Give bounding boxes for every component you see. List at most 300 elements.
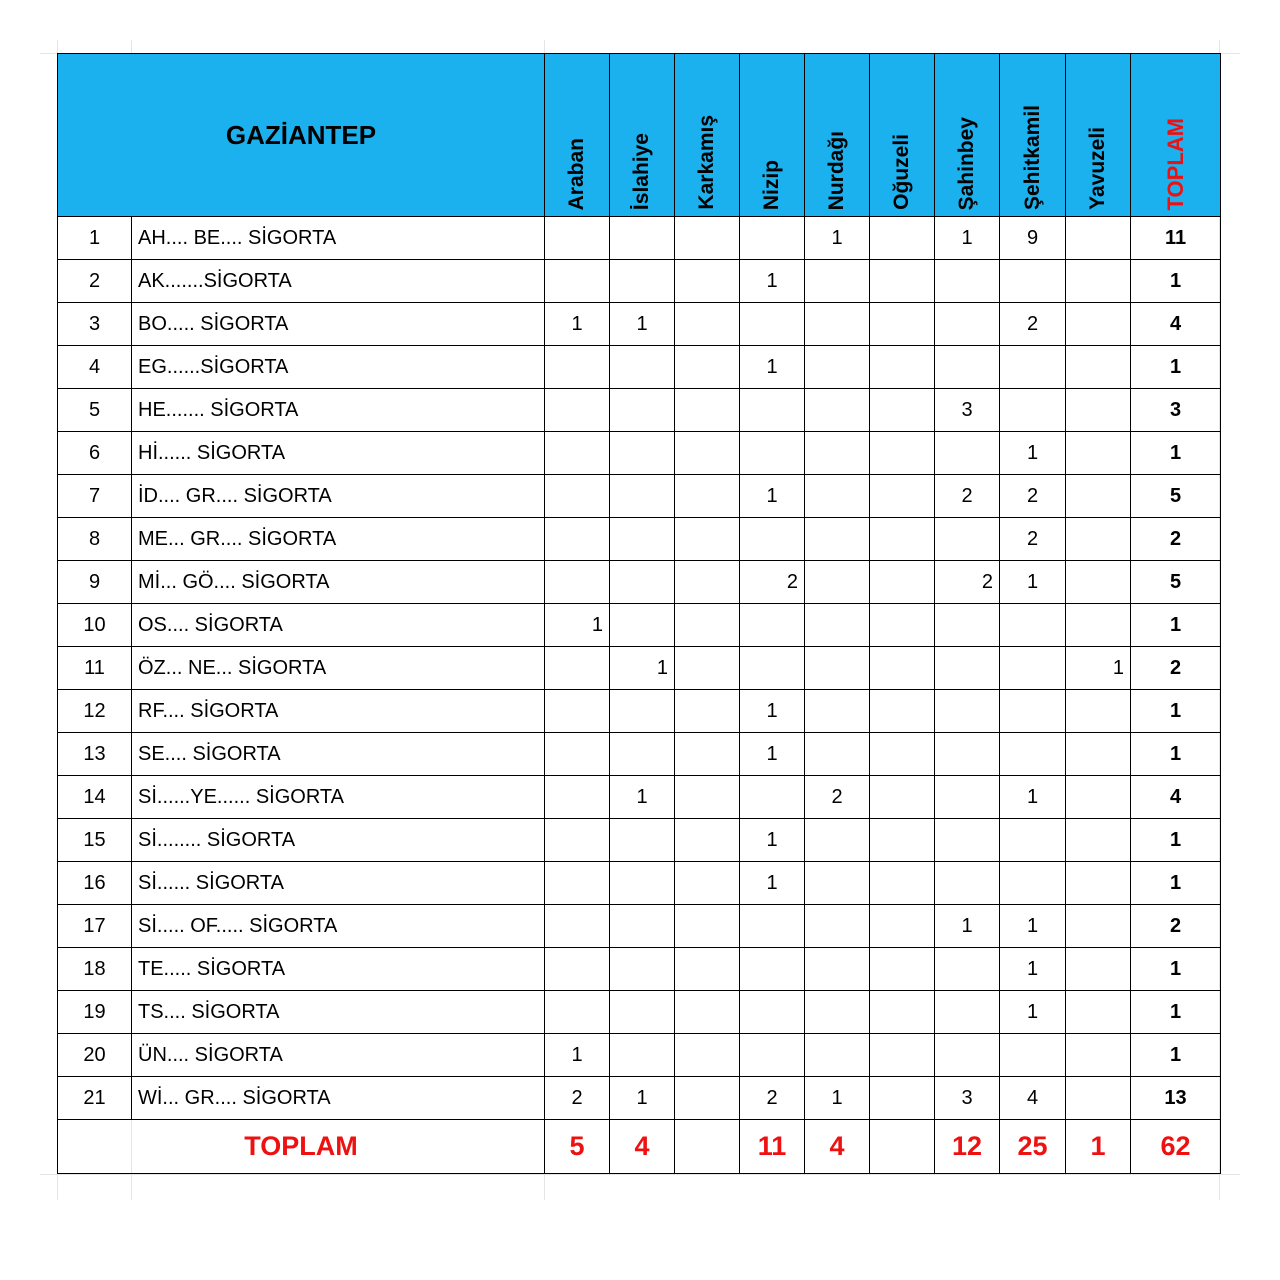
district-count-cell: 1	[740, 690, 805, 733]
district-count-cell	[610, 862, 675, 905]
row-number: 9	[58, 561, 132, 604]
district-count-cell	[805, 604, 870, 647]
district-header-label: İslahiye	[630, 132, 654, 210]
district-count-cell	[610, 432, 675, 475]
district-count-cell	[675, 862, 740, 905]
row-number: 15	[58, 819, 132, 862]
district-count-cell	[805, 346, 870, 389]
row-total: 1	[1131, 260, 1221, 303]
district-count-cell	[675, 948, 740, 991]
row-total: 1	[1131, 346, 1221, 389]
district-count-cell	[870, 819, 935, 862]
district-count-cell	[610, 733, 675, 776]
district-count-cell: 9	[1000, 217, 1066, 260]
header-row	[58, 54, 1221, 217]
district-count-cell	[610, 346, 675, 389]
table-row	[58, 948, 1221, 991]
district-count-cell	[545, 733, 610, 776]
district-count-cell	[545, 389, 610, 432]
district-count-cell	[1000, 733, 1066, 776]
district-count-cell	[870, 346, 935, 389]
district-count-cell	[675, 389, 740, 432]
district-count-cell	[675, 1034, 740, 1077]
row-number: 3	[58, 303, 132, 346]
district-count-cell	[935, 690, 1000, 733]
row-number: 20	[58, 1034, 132, 1077]
district-count-cell	[1066, 346, 1131, 389]
district-count-cell	[870, 690, 935, 733]
district-count-cell	[1000, 389, 1066, 432]
row-number: 8	[58, 518, 132, 561]
district-count-cell	[545, 475, 610, 518]
company-name: AH.... BE.... SİGORTA	[132, 217, 545, 260]
district-count-cell	[1066, 690, 1131, 733]
district-count-cell	[870, 862, 935, 905]
district-count-cell	[1000, 1034, 1066, 1077]
district-count-cell	[545, 819, 610, 862]
company-name: TS.... SİGORTA	[132, 991, 545, 1034]
district-count-cell	[805, 561, 870, 604]
district-count-cell	[610, 260, 675, 303]
district-count-cell	[1000, 346, 1066, 389]
district-count-cell	[1066, 389, 1131, 432]
company-name: Wİ... GR.... SİGORTA	[132, 1077, 545, 1120]
column-total	[675, 1120, 740, 1174]
district-count-cell: 1	[935, 905, 1000, 948]
total-header-label: TOPLAM	[1162, 117, 1188, 210]
table-row	[58, 561, 1221, 604]
district-count-cell	[1066, 518, 1131, 561]
district-count-cell	[935, 819, 1000, 862]
company-name: HE....... SİGORTA	[132, 389, 545, 432]
district-count-cell	[1066, 604, 1131, 647]
district-header	[935, 54, 1000, 217]
table-row	[58, 346, 1221, 389]
table-row	[58, 389, 1221, 432]
district-count-cell	[805, 862, 870, 905]
district-count-cell	[870, 604, 935, 647]
district-count-cell	[610, 217, 675, 260]
table-row	[58, 991, 1221, 1034]
row-total: 5	[1131, 475, 1221, 518]
column-total: 5	[545, 1120, 610, 1174]
district-count-cell	[1000, 260, 1066, 303]
district-count-cell: 1	[1000, 432, 1066, 475]
district-count-cell	[935, 862, 1000, 905]
row-total: 1	[1131, 991, 1221, 1034]
row-number: 6	[58, 432, 132, 475]
district-count-cell	[805, 647, 870, 690]
district-count-cell	[1066, 991, 1131, 1034]
district-count-cell	[1066, 1077, 1131, 1120]
district-count-cell: 1	[740, 346, 805, 389]
district-count-cell	[545, 346, 610, 389]
company-name: Sİ......YE...... SİGORTA	[132, 776, 545, 819]
table-body	[58, 217, 1221, 1120]
district-header-label: Karkamış	[695, 115, 719, 210]
district-count-cell	[805, 389, 870, 432]
row-number: 17	[58, 905, 132, 948]
row-number: 11	[58, 647, 132, 690]
district-count-cell	[805, 905, 870, 948]
district-count-cell	[740, 776, 805, 819]
column-total: 25	[1000, 1120, 1066, 1174]
district-count-cell: 1	[740, 475, 805, 518]
row-total: 1	[1131, 819, 1221, 862]
row-total: 1	[1131, 733, 1221, 776]
district-count-cell	[740, 432, 805, 475]
district-count-cell	[675, 905, 740, 948]
district-count-cell	[935, 346, 1000, 389]
district-count-cell	[935, 518, 1000, 561]
district-count-cell	[545, 647, 610, 690]
row-number: 4	[58, 346, 132, 389]
district-count-cell: 1	[545, 303, 610, 346]
district-count-cell	[805, 260, 870, 303]
district-count-cell: 3	[935, 1077, 1000, 1120]
district-count-cell	[675, 733, 740, 776]
insurance-district-table	[57, 53, 1221, 1174]
district-count-cell: 1	[545, 1034, 610, 1077]
district-count-cell	[610, 690, 675, 733]
district-count-cell: 1	[1000, 776, 1066, 819]
row-total: 13	[1131, 1077, 1221, 1120]
district-count-cell	[870, 991, 935, 1034]
district-header	[675, 54, 740, 217]
district-count-cell: 4	[1000, 1077, 1066, 1120]
company-name: RF.... SİGORTA	[132, 690, 545, 733]
district-header	[740, 54, 805, 217]
district-count-cell: 1	[1000, 948, 1066, 991]
district-count-cell	[545, 260, 610, 303]
table-row	[58, 518, 1221, 561]
row-number: 1	[58, 217, 132, 260]
district-count-cell	[545, 432, 610, 475]
district-count-cell	[675, 518, 740, 561]
district-count-cell: 2	[1000, 518, 1066, 561]
company-name: EG......SİGORTA	[132, 346, 545, 389]
district-count-cell	[1066, 948, 1131, 991]
district-count-cell	[805, 303, 870, 346]
table-row	[58, 733, 1221, 776]
district-count-cell	[805, 690, 870, 733]
table-row	[58, 303, 1221, 346]
district-count-cell	[1066, 776, 1131, 819]
district-count-cell	[935, 991, 1000, 1034]
district-count-cell	[935, 733, 1000, 776]
district-count-cell	[1066, 733, 1131, 776]
district-count-cell	[870, 260, 935, 303]
district-count-cell	[675, 475, 740, 518]
district-count-cell	[1066, 862, 1131, 905]
district-count-cell: 1	[610, 303, 675, 346]
district-count-cell: 1	[1000, 905, 1066, 948]
row-number: 12	[58, 690, 132, 733]
district-count-cell: 1	[545, 604, 610, 647]
district-count-cell	[610, 905, 675, 948]
district-count-cell	[740, 647, 805, 690]
district-count-cell: 1	[610, 776, 675, 819]
district-count-cell: 1	[805, 1077, 870, 1120]
district-count-cell	[870, 776, 935, 819]
district-count-cell	[935, 1034, 1000, 1077]
district-count-cell	[675, 561, 740, 604]
district-count-cell	[675, 819, 740, 862]
company-name: SE.... SİGORTA	[132, 733, 545, 776]
grand-total: 62	[1131, 1120, 1221, 1174]
district-count-cell	[675, 690, 740, 733]
company-name: İD.... GR.... SİGORTA	[132, 475, 545, 518]
district-count-cell	[1000, 604, 1066, 647]
district-count-cell	[1000, 647, 1066, 690]
district-count-cell	[935, 647, 1000, 690]
district-count-cell: 1	[740, 862, 805, 905]
district-count-cell	[610, 389, 675, 432]
district-header	[1066, 54, 1131, 217]
table-row	[58, 432, 1221, 475]
district-count-cell	[1066, 905, 1131, 948]
row-number: 21	[58, 1077, 132, 1120]
district-count-cell: 1	[935, 217, 1000, 260]
district-header	[1000, 54, 1066, 217]
district-count-cell	[675, 303, 740, 346]
district-count-cell	[870, 905, 935, 948]
district-count-cell: 1	[610, 647, 675, 690]
company-name: TE..... SİGORTA	[132, 948, 545, 991]
table-row	[58, 260, 1221, 303]
company-name: Sİ..... OF..... SİGORTA	[132, 905, 545, 948]
column-total	[870, 1120, 935, 1174]
row-total: 1	[1131, 948, 1221, 991]
district-count-cell: 2	[935, 561, 1000, 604]
district-count-cell	[1066, 475, 1131, 518]
district-count-cell	[675, 217, 740, 260]
company-name: Sİ...... SİGORTA	[132, 862, 545, 905]
district-count-cell	[870, 217, 935, 260]
district-count-cell	[870, 389, 935, 432]
district-count-cell	[675, 776, 740, 819]
row-total: 11	[1131, 217, 1221, 260]
district-count-cell: 2	[740, 561, 805, 604]
district-count-cell	[610, 1034, 675, 1077]
district-count-cell	[870, 561, 935, 604]
district-count-cell	[545, 991, 610, 1034]
totals-label: TOPLAM	[58, 1120, 545, 1174]
district-count-cell	[545, 690, 610, 733]
district-count-cell	[740, 948, 805, 991]
district-count-cell	[1066, 819, 1131, 862]
district-header	[545, 54, 610, 217]
district-count-cell	[1066, 432, 1131, 475]
district-count-cell	[1066, 303, 1131, 346]
district-count-cell	[545, 561, 610, 604]
district-header-label: Nurdağı	[825, 130, 849, 210]
district-count-cell	[935, 604, 1000, 647]
district-count-cell	[805, 518, 870, 561]
district-count-cell	[1066, 561, 1131, 604]
row-total: 4	[1131, 303, 1221, 346]
district-count-cell: 1	[805, 217, 870, 260]
district-count-cell	[935, 432, 1000, 475]
company-name: Sİ........ SİGORTA	[132, 819, 545, 862]
district-count-cell	[1000, 819, 1066, 862]
row-total: 1	[1131, 432, 1221, 475]
district-count-cell	[805, 1034, 870, 1077]
row-total: 1	[1131, 862, 1221, 905]
district-count-cell	[870, 948, 935, 991]
district-count-cell	[935, 260, 1000, 303]
district-count-cell	[805, 819, 870, 862]
district-count-cell	[870, 518, 935, 561]
table-title: GAZİANTEP	[58, 54, 545, 217]
district-count-cell: 1	[610, 1077, 675, 1120]
company-name: ME... GR.... SİGORTA	[132, 518, 545, 561]
district-count-cell	[870, 1034, 935, 1077]
row-number: 7	[58, 475, 132, 518]
column-total: 4	[610, 1120, 675, 1174]
row-total: 4	[1131, 776, 1221, 819]
district-count-cell	[610, 518, 675, 561]
table-row	[58, 1077, 1221, 1120]
district-count-cell	[610, 991, 675, 1034]
row-number: 5	[58, 389, 132, 432]
district-count-cell: 2	[545, 1077, 610, 1120]
district-count-cell	[610, 561, 675, 604]
district-count-cell	[1000, 690, 1066, 733]
district-count-cell	[675, 991, 740, 1034]
district-count-cell	[1000, 862, 1066, 905]
district-count-cell: 1	[1000, 561, 1066, 604]
district-count-cell	[675, 432, 740, 475]
total-header	[1131, 54, 1221, 217]
district-count-cell	[740, 991, 805, 1034]
row-number: 10	[58, 604, 132, 647]
district-count-cell	[935, 303, 1000, 346]
row-total: 2	[1131, 647, 1221, 690]
column-total: 12	[935, 1120, 1000, 1174]
row-total: 1	[1131, 604, 1221, 647]
district-count-cell	[675, 647, 740, 690]
district-count-cell	[610, 604, 675, 647]
district-header	[805, 54, 870, 217]
row-total: 3	[1131, 389, 1221, 432]
district-count-cell	[675, 1077, 740, 1120]
district-count-cell: 2	[935, 475, 1000, 518]
company-name: AK.......SİGORTA	[132, 260, 545, 303]
district-count-cell	[870, 1077, 935, 1120]
district-count-cell	[675, 346, 740, 389]
district-count-cell	[870, 432, 935, 475]
district-count-cell	[545, 776, 610, 819]
district-count-cell	[740, 518, 805, 561]
table-row	[58, 217, 1221, 260]
district-count-cell	[610, 948, 675, 991]
district-count-cell	[740, 389, 805, 432]
column-total: 11	[740, 1120, 805, 1174]
district-header-label: Şahinbey	[955, 116, 979, 210]
district-header	[870, 54, 935, 217]
row-number: 16	[58, 862, 132, 905]
district-count-cell	[740, 604, 805, 647]
row-number: 14	[58, 776, 132, 819]
district-header-label: Nizip	[760, 159, 784, 210]
table-row	[58, 862, 1221, 905]
district-count-cell	[1066, 1034, 1131, 1077]
company-name: ÜN.... SİGORTA	[132, 1034, 545, 1077]
district-count-cell	[610, 819, 675, 862]
totals-row	[58, 1120, 1221, 1174]
district-header-label: Araban	[565, 137, 589, 210]
district-count-cell	[935, 948, 1000, 991]
district-count-cell	[740, 905, 805, 948]
district-count-cell	[805, 991, 870, 1034]
district-count-cell: 2	[1000, 303, 1066, 346]
table-row	[58, 905, 1221, 948]
district-count-cell	[675, 260, 740, 303]
table-row	[58, 475, 1221, 518]
district-count-cell: 1	[1000, 991, 1066, 1034]
row-total: 1	[1131, 1034, 1221, 1077]
district-count-cell	[610, 475, 675, 518]
row-number: 2	[58, 260, 132, 303]
district-header	[610, 54, 675, 217]
company-name: ÖZ... NE... SİGORTA	[132, 647, 545, 690]
district-count-cell	[935, 776, 1000, 819]
district-header-label: Oğuzeli	[890, 134, 914, 210]
district-count-cell: 2	[805, 776, 870, 819]
district-count-cell	[805, 475, 870, 518]
district-count-cell	[740, 217, 805, 260]
district-count-cell	[805, 432, 870, 475]
district-count-cell	[675, 604, 740, 647]
company-name: Hİ...... SİGORTA	[132, 432, 545, 475]
district-count-cell: 1	[740, 819, 805, 862]
district-count-cell: 2	[740, 1077, 805, 1120]
district-count-cell: 3	[935, 389, 1000, 432]
district-count-cell	[545, 217, 610, 260]
district-count-cell	[545, 862, 610, 905]
company-name: Mİ... GÖ.... SİGORTA	[132, 561, 545, 604]
district-count-cell	[805, 733, 870, 776]
row-number: 13	[58, 733, 132, 776]
district-count-cell	[870, 647, 935, 690]
row-total: 5	[1131, 561, 1221, 604]
company-name: BO..... SİGORTA	[132, 303, 545, 346]
table-row	[58, 819, 1221, 862]
district-count-cell: 1	[1066, 647, 1131, 690]
district-count-cell: 2	[1000, 475, 1066, 518]
district-count-cell	[805, 948, 870, 991]
table-row	[58, 776, 1221, 819]
district-count-cell	[870, 733, 935, 776]
table-row	[58, 647, 1221, 690]
company-name: OS.... SİGORTA	[132, 604, 545, 647]
district-count-cell	[1066, 217, 1131, 260]
row-number: 19	[58, 991, 132, 1034]
district-count-cell: 1	[740, 733, 805, 776]
district-count-cell	[1066, 260, 1131, 303]
district-count-cell	[870, 475, 935, 518]
district-count-cell	[740, 1034, 805, 1077]
district-count-cell	[545, 518, 610, 561]
row-total: 2	[1131, 518, 1221, 561]
column-total: 1	[1066, 1120, 1131, 1174]
district-header-label: Şehitkamil	[1020, 104, 1044, 210]
table-row	[58, 690, 1221, 733]
district-count-cell	[545, 948, 610, 991]
district-count-cell	[870, 303, 935, 346]
district-count-cell: 1	[740, 260, 805, 303]
